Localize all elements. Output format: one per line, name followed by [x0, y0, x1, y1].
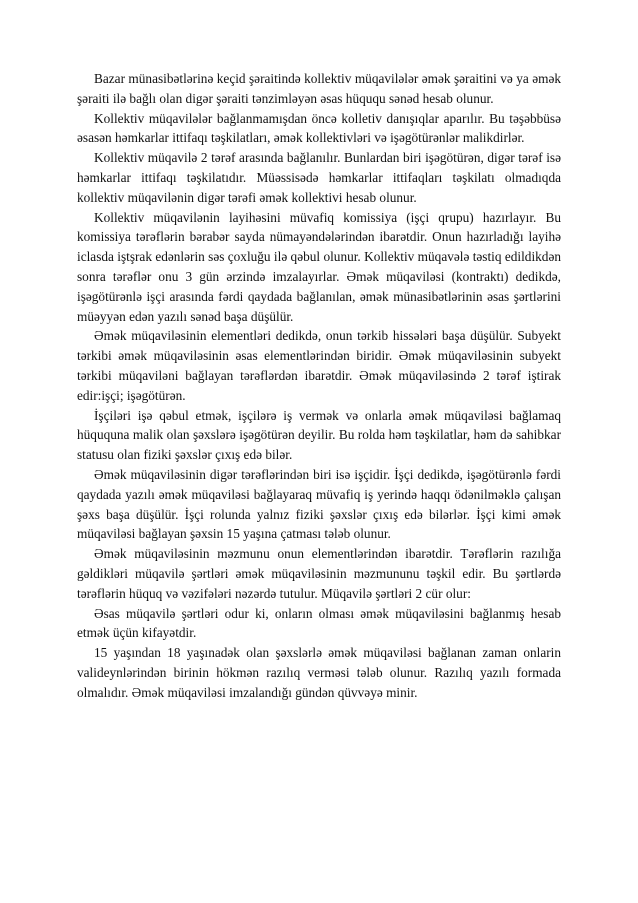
paragraph-1: Bazar münasibətlərinə keçid şəraitində kollektiv müqavilələr əmək şəraitini və ya əmək şəraiti ilə bağlı olan digər şəraiti tənzimləyən əsas hüququ sənəd hesab olunur.: [77, 71, 561, 106]
paragraph-7: Əmək müqaviləsinin digər tərəflərindən biri isə işçidir. İşçi dedikdə, işəgötürənlə fərdi qaydada yazılı əmək müqaviləsi bağlayaraq müvafiq iş yerində haqqı ödənilməklə çalışan şəxs başa düşülür. İşçi rolunda yalnız fiziki şəxslər çıxış edə bilərlər. İşçi kimi əmək müqaviləsi bağlayan şəxsin 15 yaşına çatması tələb olunur.: [77, 466, 561, 542]
document-page: [77, 69, 561, 703]
paragraph-4: Kollektiv müqavilənin layihəsini müvafiq komissiya (işçi qrupu) hazırlayır. Bu komissiya tərəflərin bərabər sayda nümayəndələrindən ibarətdir. Onun hazırladığı layihə iclasda iştşrak edənlərin səs çoxluğu ilə qəbul olunur. Kollektiv müqavələ təstiq edildikdən sonra tərəflər onu 3 gün ərzində imzalayırlar. Əmək müqaviləsi (kontraktı) dedikdə, işəgötürənlə işçi arasında fərdi qaydada bağlanılan, əmək münasibətlərinin əsas şərtlərini müəyyən edən yazılı sənəd başa düşülür.: [77, 209, 561, 324]
paragraph-6: İşçiləri işə qəbul etmək, işçilərə iş vermək və onlarla əmək müqaviləsi bağlamaq hüququna malik olan şəxslərə işəgötürən deyilir. Bu rolda həm təşkilatlar, həm də sahibkar statusu olan fiziki şəxslər çıxış edə bilər.: [77, 407, 561, 463]
paragraph-8: Əmək müqaviləsinin məzmunu onun elementlərindən ibarətdir. Tərəflərin razılığa gəldikləri müqavilə şərtləri əmək müqaviləsinin məzmununu təşkil edir. Bu şərtlərdə tərəflərin hüquq və vəzifələri nəzərdə tutulur. Müqavilə şərtləri 2 cür olur:: [77, 546, 561, 601]
paragraph-9: Əsas müqavilə şərtləri odur ki, onların olması əmək müqaviləsini bağlanmış hesab etmək üçün kifayətdir.: [77, 605, 561, 641]
paragraph-10: 15 yaşından 18 yaşınadək olan şəxslərlə əmək müqaviləsi bağlanan zaman onlarin valideynlərindən birinin hökmən razılıq verməsi tələb olunur. Razılıq yazılı formada olmalıdır. Əmək müqaviləsi imzalandığı gündən qüvvəyə minir.: [77, 645, 561, 700]
paragraph-2: Kollektiv müqavilələr bağlanmamışdan öncə kolletiv danışıqlar aparılır. Bu təşəbbüsə əsasən həmkarlar ittifaqı təşkilatları, əmək kollektivləri və işəgötürənlər malikdirlər.: [77, 110, 561, 146]
paragraph-3: Kollektiv müqavilə 2 tərəf arasında bağlanılır. Bunlardan biri işəgötürən, digər tərəf isə həmkarlar ittifaqı təşkilatıdır. Müəssisədə həmkarlar ittifaqları təşkilatı olmadıqda kollektiv müqavilənin digər tərəfi əmək kollektivi hesab olunur.: [77, 150, 561, 205]
paragraph-5: Əmək müqaviləsinin elementləri dedikdə, onun tərkib hissələri başa düşülür. Subyekt tərkibi əmək müqaviləsinin əsas elementlərindən biridir. Əmək müqaviləsinin subyekt tərkibi müqaviləni bağlayan tərəflərdən ibarətdir. Əmək müqaviləsində 2 tərəf iştirak edir:işçi; işəgötürən.: [77, 328, 561, 403]
